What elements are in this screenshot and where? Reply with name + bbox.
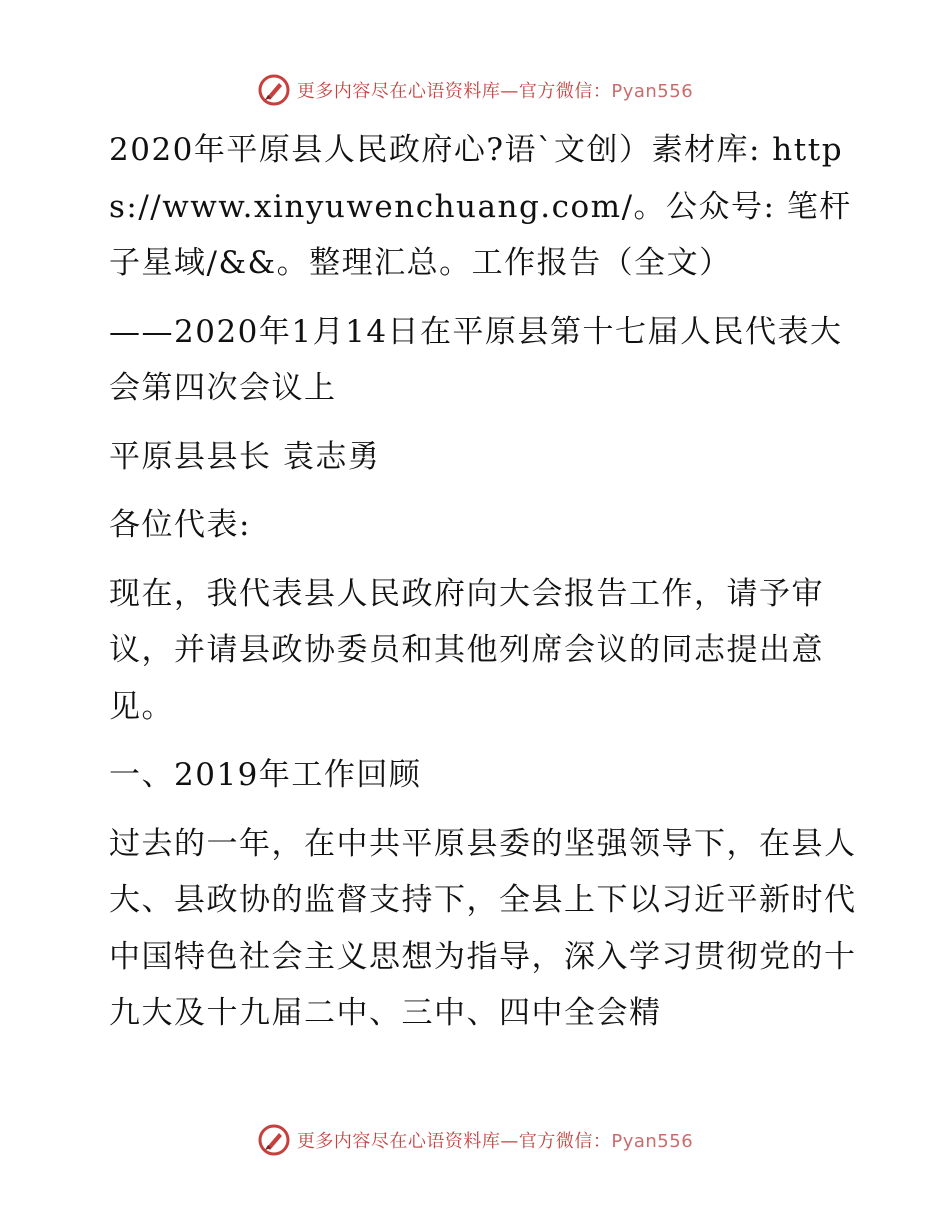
doc-author-paragraph: 平原县县长 袁志勇 (109, 438, 381, 475)
banner-wechat-id: Pyan556 (611, 81, 694, 102)
header-banner-text (297, 77, 693, 103)
banner-dash: — (500, 1131, 519, 1152)
pen-nib-circle-logo-icon (257, 73, 291, 107)
doc-section-heading: 一、2019年工作回顾 (109, 757, 422, 793)
banner-wechat-id: Pyan556 (611, 1131, 694, 1152)
doc-title-paragraph: 2020年平原县人民政府心?语`文创）素材库: https://www.xinyuwenchuang.com/。公众号: 笔杆子星域/&&。整理汇总。工作报告（全文） (109, 132, 852, 281)
doc-subtitle-paragraph: ——2020年1月14日在平原县第十七届人民代表大会第四次会议上 (109, 313, 843, 406)
banner-wechat-label: 官方微信： (518, 1131, 612, 1152)
banner-wechat-label: 官方微信： (518, 81, 612, 102)
header-watermark-banner (0, 68, 950, 112)
banner-title: 更多内容尽在心语资料库 (296, 1131, 501, 1152)
footer-banner-text (297, 1127, 693, 1153)
footer-banner-inner (257, 1123, 693, 1157)
document-body (97, 122, 857, 1042)
doc-body-paragraph: 过去的一年，在中共平原县委的坚强领导下，在县人大、县政协的监督支持下，全县上下以习近平新时代中国特色社会主义思想为指导，深入学习贯彻党的十九大及十九届二中、三中、四中全会精 (109, 825, 857, 1031)
doc-intro-paragraph: 现在，我代表县人民政府向大会报告工作，请予审议，并请县政协委员和其他列席会议的同志提出意见。 (109, 575, 824, 725)
banner-dash: — (500, 81, 519, 102)
banner-title: 更多内容尽在心语资料库 (296, 81, 501, 102)
footer-watermark-banner (0, 1118, 950, 1162)
doc-salutation-paragraph: 各位代表: (109, 507, 251, 543)
pen-nib-circle-logo-icon (257, 1123, 291, 1157)
header-banner-inner (257, 73, 693, 107)
